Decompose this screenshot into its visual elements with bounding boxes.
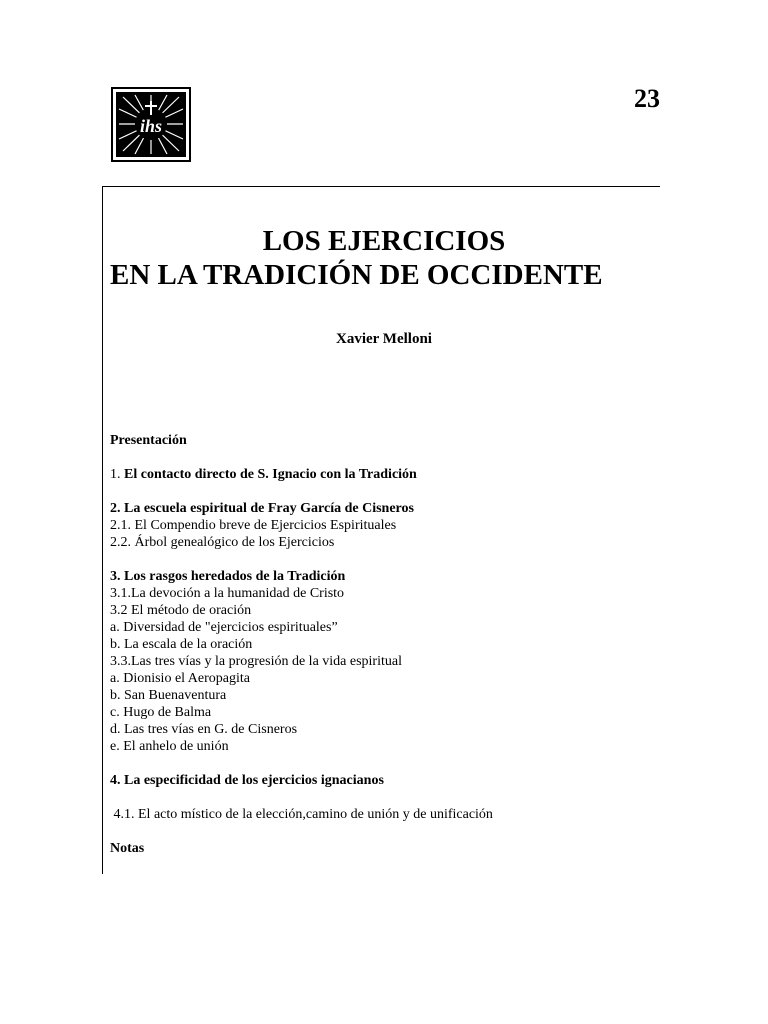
ihs-logo xyxy=(111,87,191,162)
left-divider xyxy=(102,186,103,874)
toc-item: 2.2. Árbol genealógico de los Ejercicios xyxy=(110,535,335,550)
toc-item: c. Hugo de Balma xyxy=(110,705,212,720)
toc-section-1-title: El contacto directo de S. Ignacio con la Tradición xyxy=(124,467,417,482)
toc-item: b. La escala de la oración xyxy=(110,637,253,652)
page-title xyxy=(110,224,660,292)
title-line-1: LOS EJERCICIOS xyxy=(262,225,506,257)
toc-item: 3.3.Las tres vías y la progresión de la vida espiritual xyxy=(110,654,402,669)
toc-item: e. El anhelo de unión xyxy=(110,739,229,754)
page-number: 23 xyxy=(634,84,660,113)
toc-section-3-title: 3. Los rasgos heredados de la Tradición xyxy=(110,569,346,584)
logo-lettering: ihs xyxy=(139,116,163,136)
toc-item: d. Las tres vías en G. de Cisneros xyxy=(110,722,298,737)
author-name: Xavier Melloni xyxy=(336,331,432,347)
toc-item: b. San Buenaventura xyxy=(110,688,227,703)
toc-item: a. Dionisio el Aeropagita xyxy=(110,671,250,686)
toc-item: 3.2 El método de oración xyxy=(110,603,252,618)
top-divider xyxy=(102,186,660,187)
toc-item: 4.1. El acto místico de la elección,camino de unión y de unificación xyxy=(110,807,493,822)
table-of-contents xyxy=(110,432,650,857)
toc-section-4-title: 4. La especificidad de los ejercicios ignacianos xyxy=(110,773,384,788)
toc-item: 3.1.La devoción a la humanidad de Cristo xyxy=(110,586,345,601)
title-line-2: EN LA TRADICIÓN DE OCCIDENTE xyxy=(110,259,603,291)
toc-section-1 xyxy=(110,466,650,483)
toc-item: 2.1. El Compendio breve de Ejercicios Espirituales xyxy=(110,518,397,533)
toc-section-2-title: 2. La escuela espiritual de Fray García de Cisneros xyxy=(110,501,414,516)
toc-section-1-number: 1. xyxy=(110,467,124,482)
toc-item: a. Diversidad de "ejercicios espirituales” xyxy=(110,620,338,635)
toc-notas: Notas xyxy=(110,841,145,856)
toc-presentacion: Presentación xyxy=(110,433,187,448)
